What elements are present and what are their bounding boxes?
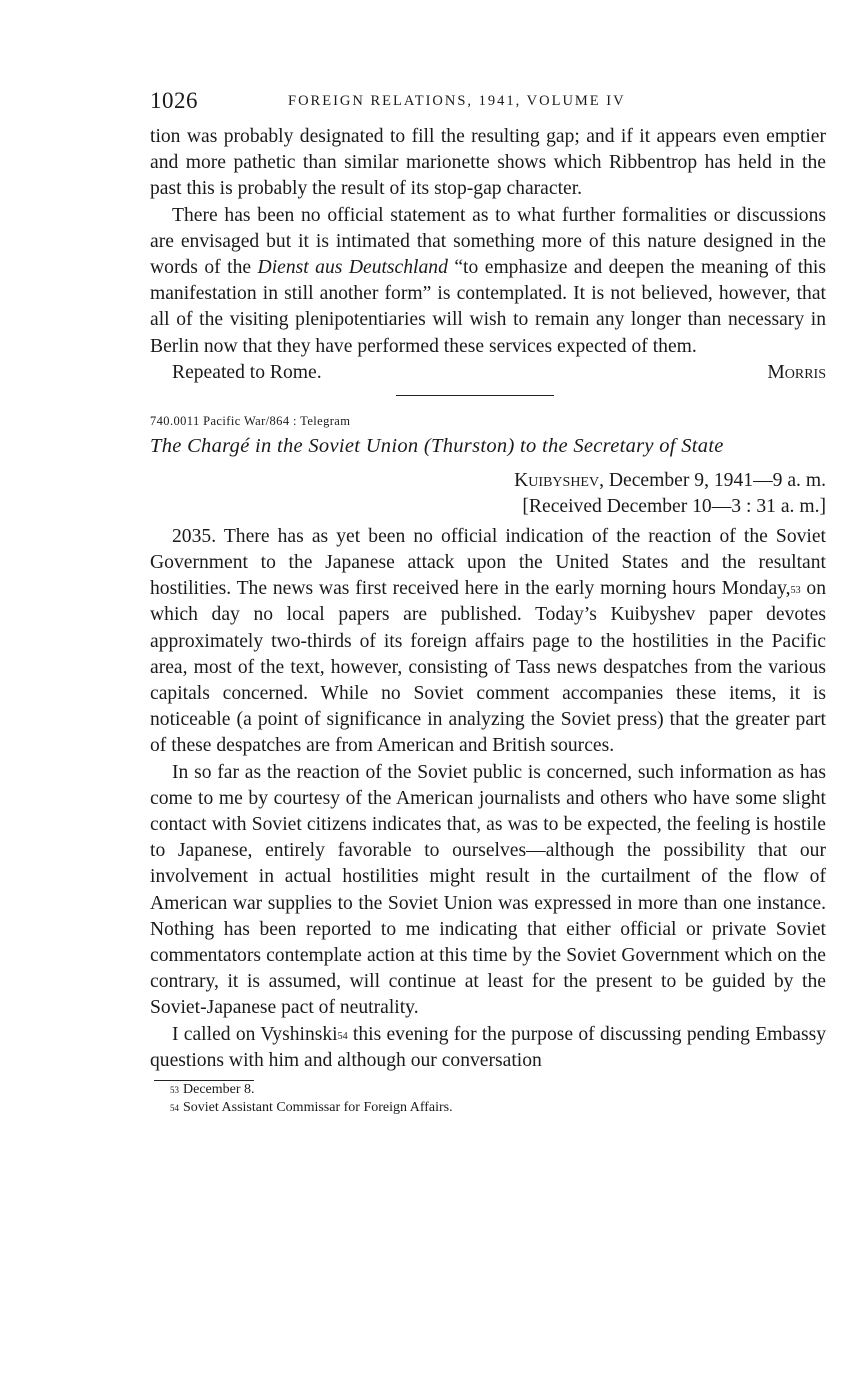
paragraph-continued: tion was probably designated to fill the resulting gap; and if it appears even emptier and more pathetic than similar marionette shows which Ribbentrop has held in the past this is probably the result of its stop-gap character.: [150, 126, 826, 200]
footnote-54: [170, 1099, 826, 1117]
footnote-text: Soviet Assistant Commissar for Foreign Affairs.: [183, 1100, 453, 1116]
footnote-text: December 8.: [183, 1082, 255, 1098]
dateline-place: Kuibyshev: [514, 469, 600, 491]
paragraph-vyshinski: [150, 1022, 826, 1074]
footnote-mark: 54: [170, 1103, 179, 1114]
paragraph-text: There has been no official statement as to what further formalities or discussions are envisaged but it is intimated that something more of this nature designed in the words of the: [150, 204, 826, 279]
paragraph-text: 2035. There has as yet been no official indication of the reaction of the Soviet Government to the Japanese attack upon the United States and the resultant hostilities. The news was first received here in the early morning hours Monday,: [150, 525, 826, 600]
running-head: FOREIGN RELATIONS, 1941, VOLUME IV: [288, 93, 626, 109]
signature: Morris: [767, 361, 826, 383]
footnote-53: [170, 1081, 826, 1099]
page-number: 1026: [150, 88, 198, 113]
repeated-note: Repeated to Rome.: [172, 361, 322, 383]
footnote-ref-53: 53: [790, 585, 801, 597]
section-divider: [396, 395, 554, 396]
paragraph-text: on which day no local papers are published. Today’s Kuibyshev paper devotes approximately two-thirds of its foreign affairs page to the hostilities in the Pacific area, most of the text, however, consisting of Tass news despatches from the various capitals concerned. While no Soviet comment accompanies these items, it is noticeable (a point of significance in analyzing the Soviet press) that the greater part of these despatches are from American and British sources.: [150, 578, 826, 757]
closing-line: [150, 360, 826, 387]
italic-source-name: Dienst aus Deutschland: [257, 257, 448, 279]
paragraph-formalities: [150, 203, 826, 360]
received-line: [Received December 10—3 : 31 a. m.]: [522, 495, 826, 517]
document-title: The Chargé in the Soviet Union (Thurston) to the Secretary of State: [150, 434, 724, 457]
telegram-body: [150, 524, 826, 1074]
paragraph-text: this evening for the purpose of discussing pending Embassy questions with him and although our conversation: [150, 1023, 826, 1071]
paragraph-public-reaction: In so far as the reaction of the Soviet public is concerned, such information as has come to me by courtesy of the American journalists and others who have some slight contact with Soviet citizens indicates that, as was to be expected, the feeling is hostile to Japanese, entirely favorable to ourselves—although the possibility that our involvement in actual hostilities might result in the curtailment of the flow of American war supplies to the Soviet Union was expressed in more than one instance. Nothing has been reported to me indicating that either official or private Soviet commentators contemplate action at this time by the Soviet Government which on the contrary, it is assumed, will continue at least for the present to be guided by the Soviet-Japanese pact of neutrality.: [150, 761, 826, 1019]
footnote-ref-54: 54: [337, 1030, 348, 1042]
document-page: [150, 88, 826, 1117]
page-header: [150, 88, 826, 124]
paragraph-2035: [150, 524, 826, 760]
file-reference: 740.0011 Pacific War/864 : Telegram: [150, 413, 351, 428]
paragraph-text: “to emphasize and deepen the meaning of this manifestation in still another form” is contemplated. It is not believed, however, that all of the visiting plenipotentiaries will wish to remain any longer than necessary in Berlin now that they have performed these services expected of them.: [150, 257, 827, 357]
dateline-date: , December 9, 1941—9 a. m.: [599, 469, 826, 491]
footnote-mark: 53: [170, 1085, 179, 1096]
dateline: [150, 468, 826, 494]
paragraph-text: I called on Vyshinski: [172, 1023, 338, 1045]
